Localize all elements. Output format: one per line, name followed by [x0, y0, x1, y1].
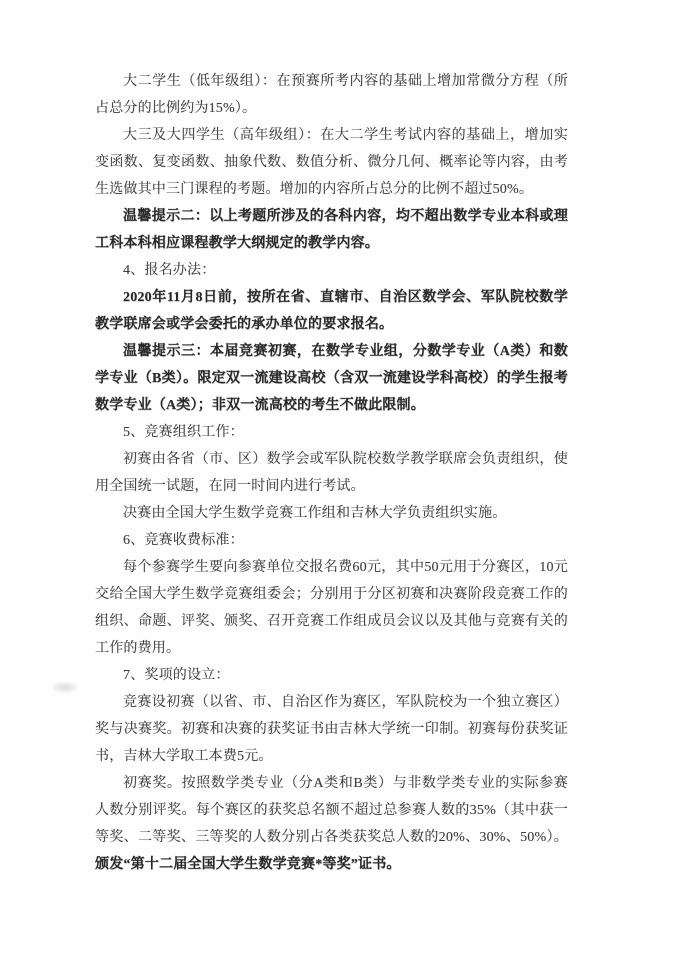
paragraph [95, 284, 568, 338]
paragraph [95, 419, 568, 446]
text-run: 决赛由全国大学生数学竞赛工作组和吉林大学负责组织实施。 [123, 506, 507, 521]
text-run: 温馨提示三：本届竞赛初赛，在数学专业组，分数学专业（A类）和数学专业（B类）。限定双一流建设高校（含双一流建设学科高校）的学生报考数学专业（A类）；非双一流高校的考生不做此限制。 [95, 344, 568, 413]
paragraph [95, 500, 568, 527]
text-run: 竞赛设初赛（以省、市、自治区作为赛区，军队院校为一个独立赛区）奖与决赛奖。初赛和决赛的获奖证书由吉林大学统一印制。初赛每份获奖证书，吉林大学取工本费5元。 [95, 695, 568, 764]
text-run: 7、奖项的设立： [123, 668, 230, 683]
paragraph [95, 122, 568, 203]
document-text [95, 68, 568, 878]
paragraph [95, 338, 568, 419]
paragraph [95, 554, 568, 662]
paragraph [95, 527, 568, 554]
text-run: 大二学生（低年级组）：在预赛所考内容的基础上增加常微分方程（所占总分的比例约为15%）。 [95, 74, 568, 116]
paragraph [95, 257, 568, 284]
scan-smudge-artifact [52, 682, 78, 693]
text-run: 颁发“第十二届全国大学生数学竞赛*等奖”证书。 [95, 857, 401, 872]
text-run: 温馨提示二：以上考题所涉及的各科内容，均不超出数学专业本科或理工科本科相应课程教学大纲规定的教学内容。 [95, 209, 568, 251]
paragraph [95, 203, 568, 257]
text-run: 4、报名办法： [123, 263, 216, 278]
text-run: 2020年11月8日前，按所在省、直辖市、自治区数学会、军队院校数学教学联席会或学会委托的承办单位的要求报名。 [95, 290, 568, 332]
text-run: 初赛由各省（市、区）数学会或军队院校数学教学联席会负责组织，使用全国统一试题，在同一时间内进行考试。 [95, 452, 568, 494]
text-run: 每个参赛学生要向参赛单位交报名费60元，其中50元用于分赛区，10元交给全国大学生数学竞赛组委会；分别用于分区初赛和决赛阶段竞赛工作的组织、命题、评奖、颁奖、召开竞赛工作组成员会议以及其他与竞赛有关的工作的费用。 [95, 560, 568, 656]
paragraph [95, 446, 568, 500]
paragraph [95, 662, 568, 689]
text-run: 大三及大四学生（高年级组）：在大二学生考试内容的基础上，增加实变函数、复变函数、抽象代数、数值分析、微分几何、概率论等内容，由考生选做其中三门课程的考题。增加的内容所占总分的比例不超过50%。 [95, 128, 568, 197]
paragraph [95, 770, 568, 878]
text-run: 6、竞赛收费标准： [123, 533, 244, 548]
paragraph [95, 68, 568, 122]
text-run: 初赛奖。按照数学类专业（分A类和B类）与非数学类专业的实际参赛人数分别评奖。每个赛区的获奖总名额不超过总参赛人数的35%（其中获一等奖、二等奖、三等奖的人数分别占各类获奖总人数的20%、30%、50%）。 [95, 776, 568, 845]
text-run: 5、竞赛组织工作： [123, 425, 244, 440]
paragraph [95, 689, 568, 770]
